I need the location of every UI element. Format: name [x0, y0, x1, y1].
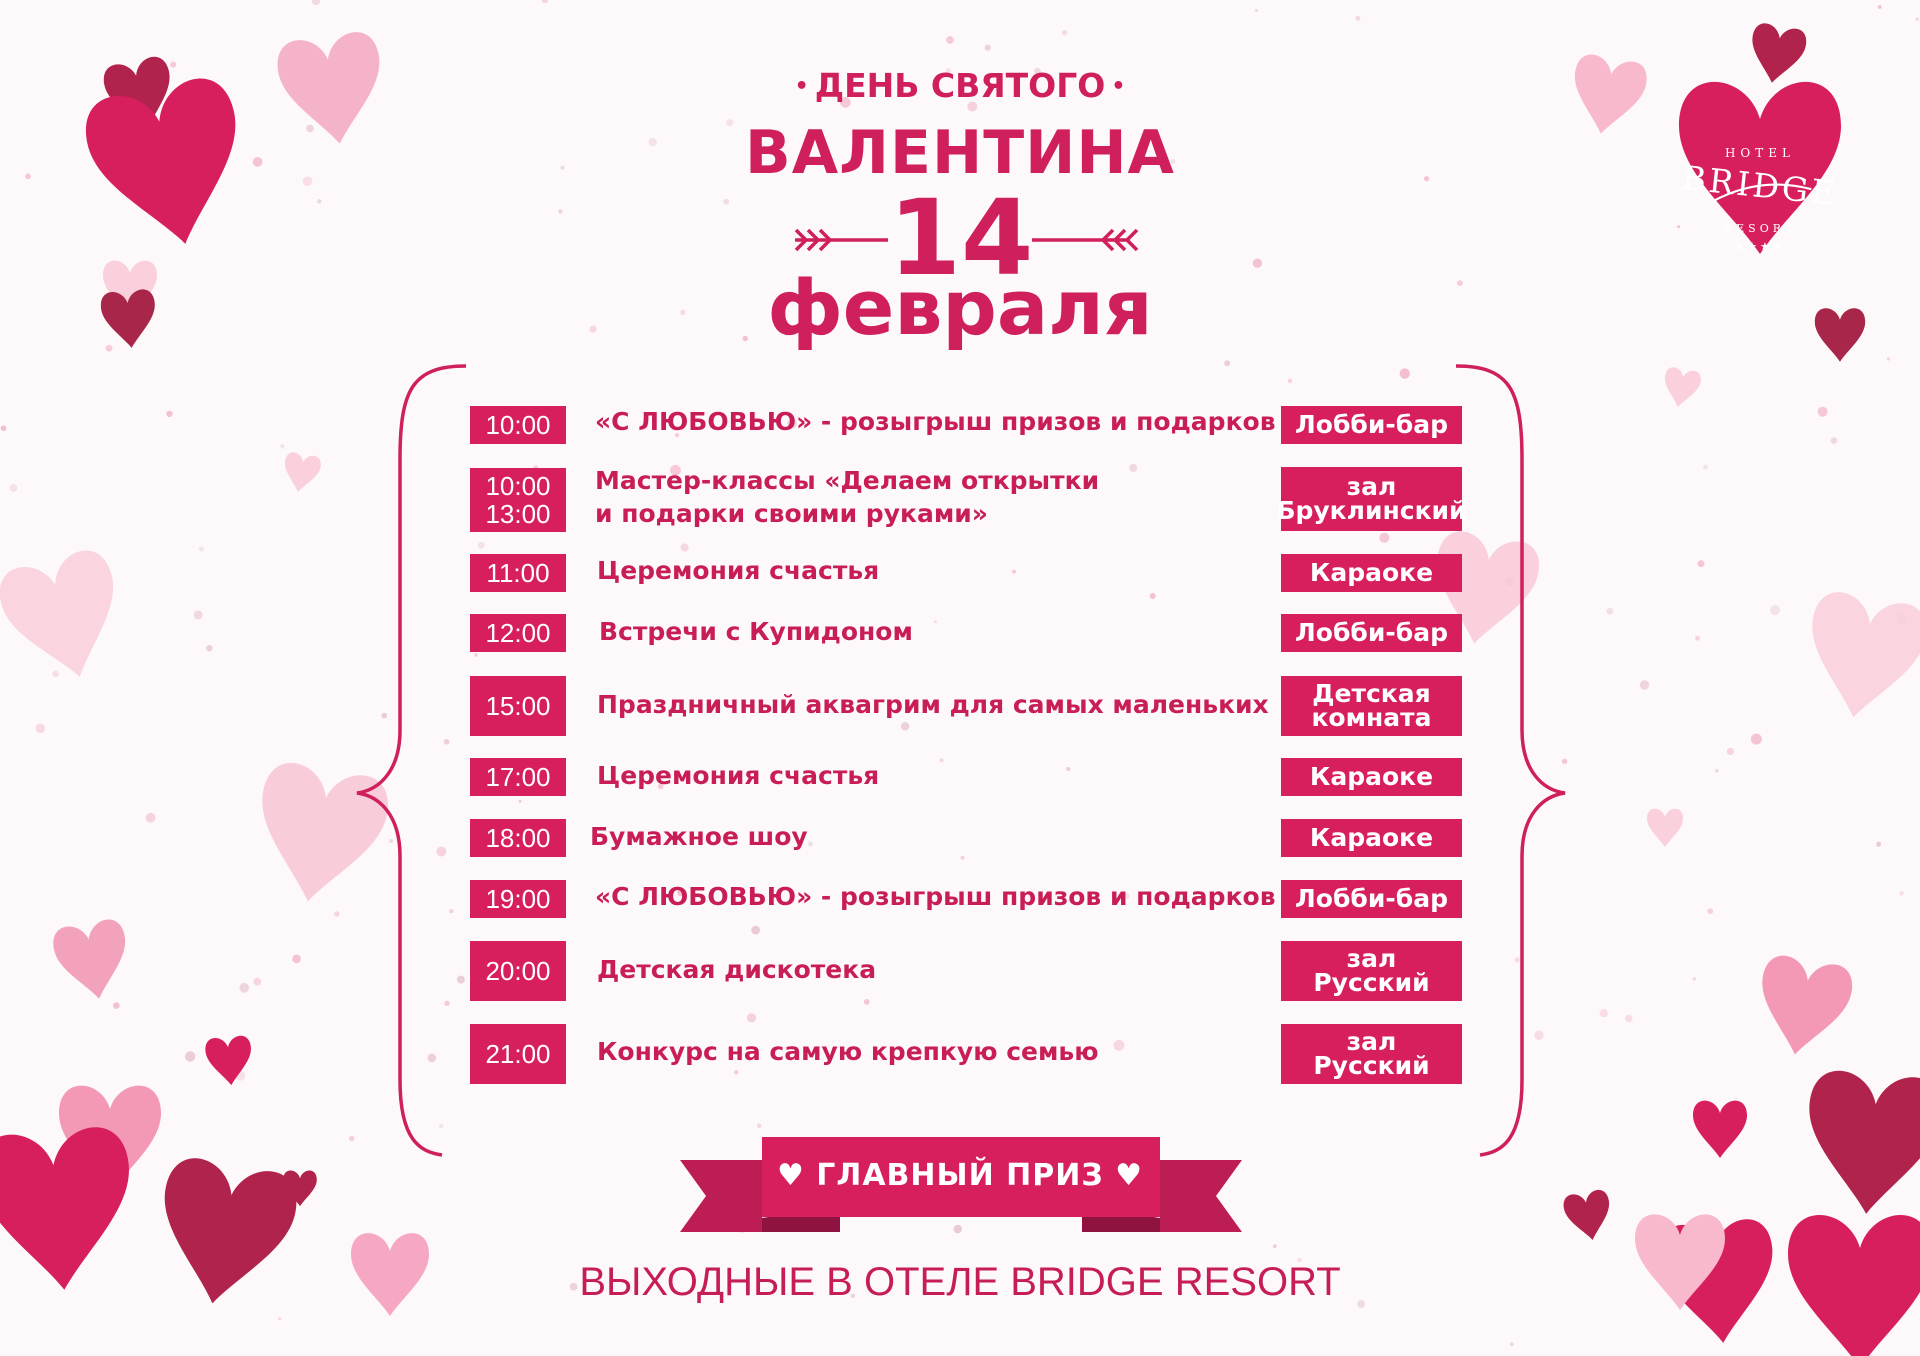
confetti-dot — [185, 1051, 195, 1061]
confetti-dot — [1900, 891, 1904, 895]
time-badge: 11:00 — [470, 554, 566, 592]
logo-resort-label: RESORT — [1723, 222, 1797, 235]
confetti-dot — [206, 645, 212, 651]
place-badge: Лобби-бар — [1281, 614, 1462, 652]
confetti-dot — [194, 610, 203, 619]
time-badge: 15:00 — [470, 676, 566, 736]
time-badge: 10:00 — [470, 406, 566, 444]
confetti-dot — [1727, 748, 1734, 755]
confetti-dot — [278, 1317, 282, 1321]
confetti-dot — [1379, 533, 1389, 543]
confetti-dot — [934, 620, 937, 623]
time-badge: 21:00 — [470, 1024, 566, 1084]
confetti-dot — [36, 724, 46, 734]
footer-text: ВЫХОДНЫЕ В ОТЕЛЕ BRIDGE RESORT — [579, 1260, 1341, 1304]
place-badge: зал Русский — [1281, 1024, 1462, 1084]
event-title: Церемония счастья — [597, 761, 880, 790]
confetti-dot — [1715, 769, 1719, 773]
confetti-dot — [1707, 908, 1713, 914]
confetti-dot — [954, 1225, 962, 1233]
heart-icon — [50, 917, 134, 1005]
confetti-dot — [747, 1013, 756, 1022]
confetti-dot — [1693, 977, 1696, 980]
confetti-dot — [1534, 1031, 1543, 1040]
confetti-dot — [681, 543, 689, 551]
confetti-dot — [1562, 759, 1567, 764]
confetti-dot — [940, 758, 944, 762]
confetti-dot — [253, 978, 261, 986]
confetti-dot — [449, 909, 453, 913]
confetti-dot — [1012, 570, 1016, 574]
confetti-dot — [1273, 1244, 1277, 1248]
place-badge: Караоке — [1281, 758, 1462, 796]
heart-bullet-icon: • — [1111, 74, 1126, 99]
event-title: Праздничный аквагрим для самых маленьких — [597, 690, 1269, 719]
confetti-dot — [1698, 560, 1705, 567]
confetti-dot — [334, 911, 339, 916]
prize-label: ГЛАВНЫЙ ПРИЗ — [816, 1158, 1104, 1193]
time-badge: 18:00 — [470, 819, 566, 857]
heart-icon — [1660, 366, 1702, 410]
confetti-dot — [478, 542, 485, 549]
event-title: Бумажное шоу — [590, 822, 808, 851]
confetti-dot — [10, 484, 18, 492]
time-badge: 12:00 — [470, 614, 566, 652]
confetti-dot — [199, 547, 204, 552]
confetti-dot — [1150, 593, 1156, 599]
time-badge: 17:00 — [470, 758, 566, 796]
confetti-dot — [436, 847, 446, 857]
confetti-dot — [1400, 368, 1410, 378]
title-line1-text: ДЕНЬ СВЯТОГО — [814, 66, 1106, 105]
confetti-dot — [1607, 608, 1614, 615]
confetti-dot — [1640, 680, 1649, 689]
heart-icon — [1693, 1101, 1747, 1158]
left-brace — [357, 366, 466, 1155]
heart-icon — [1797, 588, 1920, 727]
event-title: «С ЛЮБОВЬЮ» - розыгрыш призов и подарков — [595, 407, 1276, 436]
confetti-dot — [960, 856, 964, 860]
confetti-dot — [808, 842, 813, 847]
logo-name: BRIDGE — [1679, 157, 1841, 214]
confetti-dot — [428, 1054, 437, 1063]
confetti-dot — [1751, 734, 1762, 745]
confetti-dot — [1, 425, 7, 431]
confetti-dot — [1831, 437, 1838, 444]
place-badge: Караоке — [1281, 554, 1462, 592]
confetti-dot — [457, 976, 465, 984]
confetti-dot — [444, 1001, 449, 1006]
confetti-dot — [292, 955, 301, 964]
confetti-dot — [1510, 1342, 1514, 1346]
event-title: Детская дискотека — [597, 955, 877, 984]
confetti-dot — [1625, 1015, 1633, 1023]
confetti-dot — [1916, 18, 1919, 21]
confetti-dot — [389, 839, 393, 843]
confetti-dot — [381, 713, 387, 719]
confetti-dot — [1770, 605, 1780, 615]
confetti-dot — [1887, 357, 1890, 360]
confetti-dot — [1224, 360, 1230, 366]
prize-banner-text — [0, 1158, 1920, 1193]
time-badge: 10:00 13:00 — [470, 468, 566, 532]
event-title: Мастер-классы «Делаем открытки и подарки своими руками» — [595, 466, 1100, 528]
place-badge: зал Русский — [1281, 941, 1462, 1001]
confetti-dot — [734, 1070, 738, 1074]
place-badge: Лобби-бар — [1281, 880, 1462, 918]
confetti-dot — [146, 813, 156, 823]
heart-icon — [280, 451, 322, 495]
confetti-dot — [901, 722, 909, 730]
confetti-dot — [1129, 464, 1137, 472]
confetti-dot — [113, 1002, 120, 1009]
date-day: 14 — [888, 177, 1034, 299]
place-badge: Лобби-бар — [1281, 406, 1462, 444]
time-badge: 20:00 — [470, 941, 566, 1001]
place-badge: Детская комната — [1281, 676, 1462, 736]
confetti-dot — [1818, 407, 1828, 417]
confetti-dot — [946, 36, 954, 44]
confetti-dot — [444, 739, 450, 745]
confetti-dot — [474, 653, 478, 657]
confetti-dot — [1695, 636, 1700, 641]
confetti-dot — [1876, 842, 1881, 847]
confetti-dot — [1066, 767, 1070, 771]
confetti-dot — [1114, 1040, 1125, 1051]
title-line1 — [0, 66, 1920, 105]
date-month: февраля — [767, 263, 1153, 352]
confetti-dot — [519, 800, 522, 803]
heart-icon — [1562, 1188, 1615, 1244]
confetti-dot — [1288, 379, 1292, 383]
heart-icon: ♥ — [1115, 1158, 1144, 1193]
confetti-dot — [52, 671, 59, 678]
confetti-dot — [166, 411, 172, 417]
confetti-dot — [542, 0, 549, 3]
logo-stars: ★★★★ — [1734, 240, 1786, 253]
heart-icon: ♥ — [776, 1158, 805, 1193]
confetti-dot — [1600, 1009, 1608, 1017]
confetti-dot — [1515, 957, 1520, 962]
confetti-dot — [239, 983, 249, 993]
place-badge: Караоке — [1281, 819, 1462, 857]
event-title: Церемония счастья — [597, 556, 880, 585]
confetti-dot — [751, 926, 760, 935]
event-title: «С ЛЮБОВЬЮ» - розыгрыш призов и подарков — [595, 882, 1276, 911]
confetti-dot — [1255, 9, 1258, 12]
confetti-dot — [757, 1124, 761, 1128]
confetti-dot — [1703, 465, 1708, 470]
heart-icon — [1647, 809, 1683, 847]
heart-bullet-icon: • — [794, 74, 809, 99]
place-badge: зал Бруклинский — [1281, 467, 1462, 531]
event-title: Встречи с Купидоном — [599, 617, 913, 646]
right-brace — [1456, 366, 1565, 1155]
confetti-dot — [349, 1136, 354, 1141]
confetti-dot — [312, 0, 320, 5]
heart-icon — [204, 1035, 254, 1087]
heart-icon — [1800, 1068, 1920, 1219]
logo-hotel-label: HOTEL — [1724, 146, 1796, 160]
confetti-dot — [280, 444, 284, 448]
confetti-dot — [1355, 16, 1360, 21]
heart-icon — [246, 759, 393, 913]
title-line2: ВАЛЕНТИНА — [745, 118, 1175, 188]
confetti-dot — [1062, 30, 1068, 36]
event-title: Конкурс на самую крепкую семью — [597, 1037, 1099, 1066]
confetti-dot — [439, 1124, 443, 1128]
heart-icon — [0, 545, 135, 692]
confetti-dot — [1878, 5, 1882, 9]
confetti-dot — [985, 45, 991, 51]
heart-icon — [1750, 953, 1855, 1063]
confetti-dot — [864, 999, 870, 1005]
time-badge: 19:00 — [470, 880, 566, 918]
